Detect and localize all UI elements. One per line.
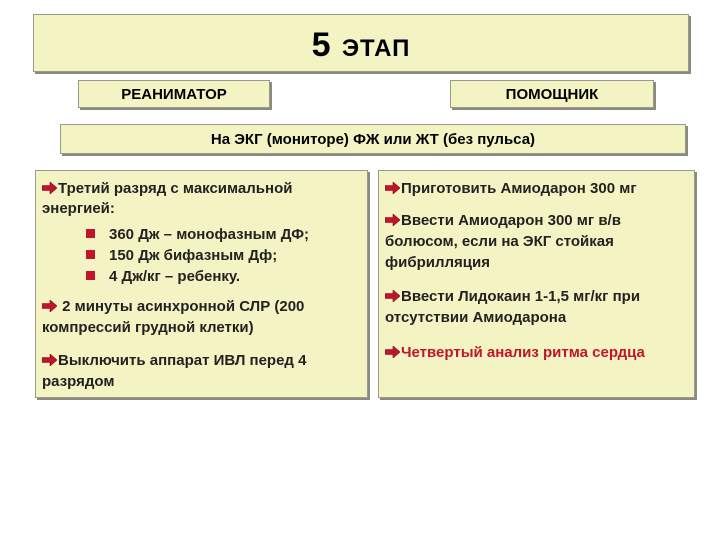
item-text: болюсом, если на ЭКГ стойкая bbox=[385, 233, 614, 250]
square-bullet-icon bbox=[86, 271, 95, 280]
item-text: Ввести Амиодарон 300 мг в/в bbox=[401, 212, 621, 229]
stage-word: ЭТАП bbox=[341, 35, 411, 62]
list-item-continued bbox=[42, 199, 115, 219]
sub-item bbox=[86, 267, 240, 287]
arrow-right-icon bbox=[385, 346, 400, 358]
list-item bbox=[385, 179, 637, 199]
helper-label: ПОМОЩНИК bbox=[505, 86, 599, 103]
condition-label: На ЭКГ (мониторе) ФЖ или ЖТ (без пульса) bbox=[210, 131, 536, 148]
stage-number: 5 bbox=[311, 26, 332, 64]
condition-box bbox=[60, 124, 686, 154]
sub-item-text: 4 Дж/кг – ребенку. bbox=[109, 268, 241, 285]
list-item-continued bbox=[42, 372, 114, 392]
list-item bbox=[42, 179, 292, 199]
item-text: отсутствии Амиодарона bbox=[385, 309, 567, 326]
item-text: Третий разряд с максимальной bbox=[58, 180, 293, 197]
arrow-right-icon bbox=[42, 182, 57, 194]
reanimator-actions-box bbox=[35, 170, 368, 398]
stage-title-box bbox=[33, 14, 689, 72]
sub-item-text: 360 Дж – монофазным ДФ; bbox=[109, 226, 310, 243]
reanimator-role-box bbox=[78, 80, 270, 108]
item-text: Выключить аппарат ИВЛ перед 4 bbox=[58, 352, 307, 369]
arrow-right-icon bbox=[385, 290, 400, 302]
item-text: Приготовить Амиодарон 300 мг bbox=[401, 180, 637, 197]
item-text: энергией: bbox=[42, 200, 115, 217]
list-item-continued bbox=[42, 318, 254, 338]
stage-title bbox=[34, 25, 688, 69]
list-item bbox=[42, 351, 306, 371]
arrow-right-icon bbox=[385, 214, 400, 226]
list-item-continued bbox=[385, 232, 614, 252]
item-text: Ввести Лидокаин 1-1,5 мг/кг при bbox=[401, 288, 641, 305]
item-text-highlight: Четвертый анализ ритма сердца bbox=[401, 344, 645, 361]
item-text: фибрилляция bbox=[385, 254, 490, 271]
list-item-continued bbox=[385, 308, 566, 328]
square-bullet-icon bbox=[86, 250, 95, 259]
list-item bbox=[385, 211, 621, 231]
list-item-continued bbox=[385, 253, 490, 273]
helper-actions-box bbox=[378, 170, 695, 398]
sub-item-text: 150 Дж бифазным Дф; bbox=[109, 247, 278, 264]
arrow-right-icon bbox=[385, 182, 400, 194]
reanimator-label: РЕАНИМАТОР bbox=[121, 86, 227, 103]
helper-role-box bbox=[450, 80, 654, 108]
list-item bbox=[385, 343, 645, 363]
list-item bbox=[385, 287, 640, 307]
square-bullet-icon bbox=[86, 229, 95, 238]
item-text: 2 минуты асинхронной СЛР (200 bbox=[58, 298, 305, 315]
sub-item bbox=[86, 246, 277, 266]
item-text: разрядом bbox=[42, 373, 115, 390]
arrow-right-icon bbox=[42, 354, 57, 366]
list-item bbox=[42, 297, 304, 317]
sub-item bbox=[86, 225, 309, 245]
arrow-right-icon bbox=[42, 300, 57, 312]
item-text: компрессий грудной клетки) bbox=[42, 319, 254, 336]
